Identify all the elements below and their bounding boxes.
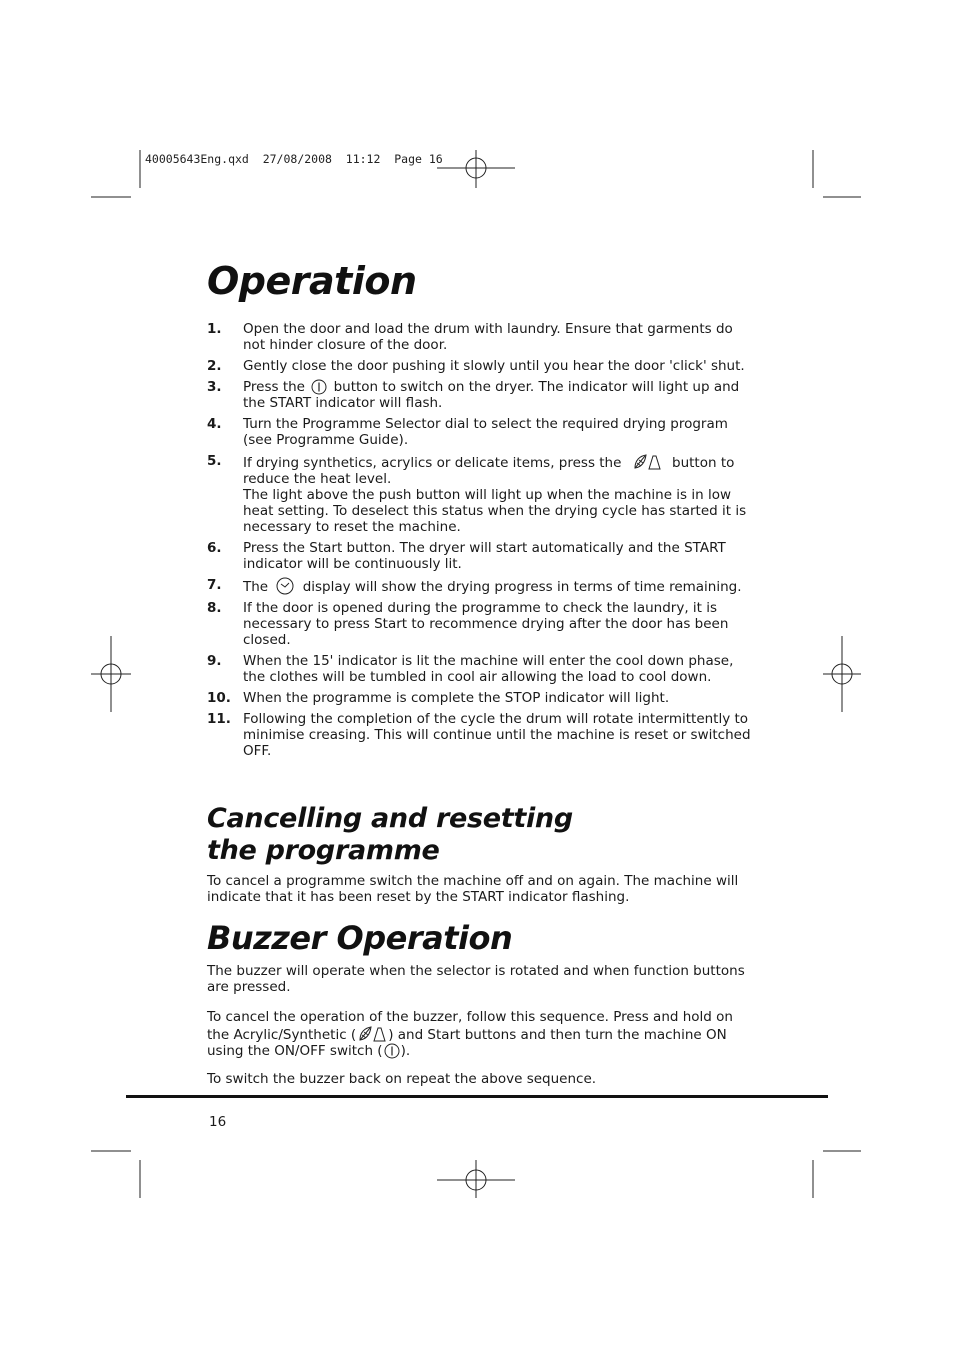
- buzzer-text-c: ).: [400, 1043, 411, 1059]
- print-slug: 40005643Eng.qxd 27/08/2008 11:12 Page 16: [145, 152, 443, 166]
- buzzer-text-a: To cancel the operation of the buzzer, follow this sequence. Press and hold on the Acrylic/Synthetic (: [207, 1009, 733, 1043]
- step-number: 8.: [207, 600, 222, 616]
- step-number: 9.: [207, 653, 222, 669]
- power-button-icon: [311, 379, 327, 395]
- step-text: [243, 577, 752, 595]
- step-7: [207, 577, 752, 595]
- step-text: Press the Start button. The dryer will start automatically and the START indicator will be continuously lit.: [243, 540, 726, 572]
- operation-title: Operation: [207, 259, 417, 303]
- step-text-before: If drying synthetics, acrylics or delicate items, press the: [243, 455, 622, 471]
- step-text-after: button to switch on the dryer. The indicator will light up and the START indicator will flash.: [243, 379, 740, 411]
- step-number: 7.: [207, 577, 222, 593]
- registration-mark-bottom: [437, 1160, 515, 1198]
- step-number: 11.: [207, 711, 231, 727]
- step-text-extra: The light above the push button will light up when the machine is in low heat setting. To deselect this status when the drying cycle has started it is necessary to reset the machine.: [243, 487, 747, 535]
- step-text: [243, 379, 752, 411]
- step-number: 5.: [207, 453, 222, 469]
- step-text-before: The: [243, 579, 269, 595]
- step-text: If the door is opened during the programme to check the laundry, it is necessary to press Start to recommence drying after the door has been closed.: [243, 600, 729, 648]
- delicate-fabric-icon: [632, 453, 662, 471]
- step-number: 3.: [207, 379, 222, 395]
- step-text: When the programme is complete the STOP indicator will light.: [243, 690, 670, 706]
- step-text: [243, 453, 752, 535]
- registration-mark-left: [91, 636, 131, 712]
- buzzer-paragraph-2: [207, 1009, 752, 1059]
- cancelling-title: Cancelling and resetting the programme: [207, 803, 573, 866]
- buzzer-paragraph-1: The buzzer will operate when the selector is rotated and when function buttons are pressed.: [207, 963, 745, 995]
- step-text-before: Press the: [243, 379, 305, 395]
- power-button-icon: [384, 1043, 400, 1059]
- step-4: [207, 416, 752, 448]
- step-text: When the 15' indicator is lit the machine will enter the cool down phase, the clothes will be tumbled in cool air allowing the load to cool down.: [243, 653, 734, 685]
- step-5: [207, 453, 752, 535]
- buzzer-text-b: ) and Start buttons and then turn the machine ON using the ON/OFF switch (: [207, 1027, 727, 1059]
- step-text: Following the completion of the cycle the drum will rotate intermittently to minimise creasing. This will continue until the machine is reset or switched OFF.: [243, 711, 751, 759]
- page-number: 16: [209, 1114, 227, 1130]
- operation-steps: [207, 321, 752, 764]
- delicate-fabric-icon: [357, 1025, 387, 1043]
- step-11: [207, 711, 752, 759]
- footer-rule: [126, 1095, 828, 1098]
- step-text-after: display will show the drying progress in terms of time remaining.: [302, 579, 742, 595]
- step-number: 1.: [207, 321, 222, 337]
- registration-mark-right: [823, 636, 861, 712]
- buzzer-title: Buzzer Operation: [207, 919, 513, 957]
- step-3: [207, 379, 752, 411]
- step-text: Open the door and load the drum with laundry. Ensure that garments do not hinder closure of the door.: [243, 321, 733, 353]
- timer-dial-icon: [276, 577, 294, 595]
- step-2: [207, 358, 752, 374]
- cancelling-body: To cancel a programme switch the machine off and on again. The machine will indicate that it has been reset by the START indicator flashing.: [207, 873, 739, 905]
- registration-mark-top: [437, 150, 515, 188]
- step-8: [207, 600, 752, 648]
- step-number: 2.: [207, 358, 222, 374]
- step-text-after: button to reduce the heat level.: [243, 455, 735, 487]
- buzzer-paragraph-3: To switch the buzzer back on repeat the above sequence.: [207, 1071, 597, 1087]
- step-6: [207, 540, 752, 572]
- step-text: Turn the Programme Selector dial to select the required drying program (see Programme Guide).: [243, 416, 728, 448]
- step-9: [207, 653, 752, 685]
- step-1: [207, 321, 752, 353]
- step-number: 6.: [207, 540, 222, 556]
- step-10: [207, 690, 752, 706]
- step-number: 4.: [207, 416, 222, 432]
- step-text: Gently close the door pushing it slowly until you hear the door 'click' shut.: [243, 358, 745, 374]
- step-number: 10.: [207, 690, 231, 706]
